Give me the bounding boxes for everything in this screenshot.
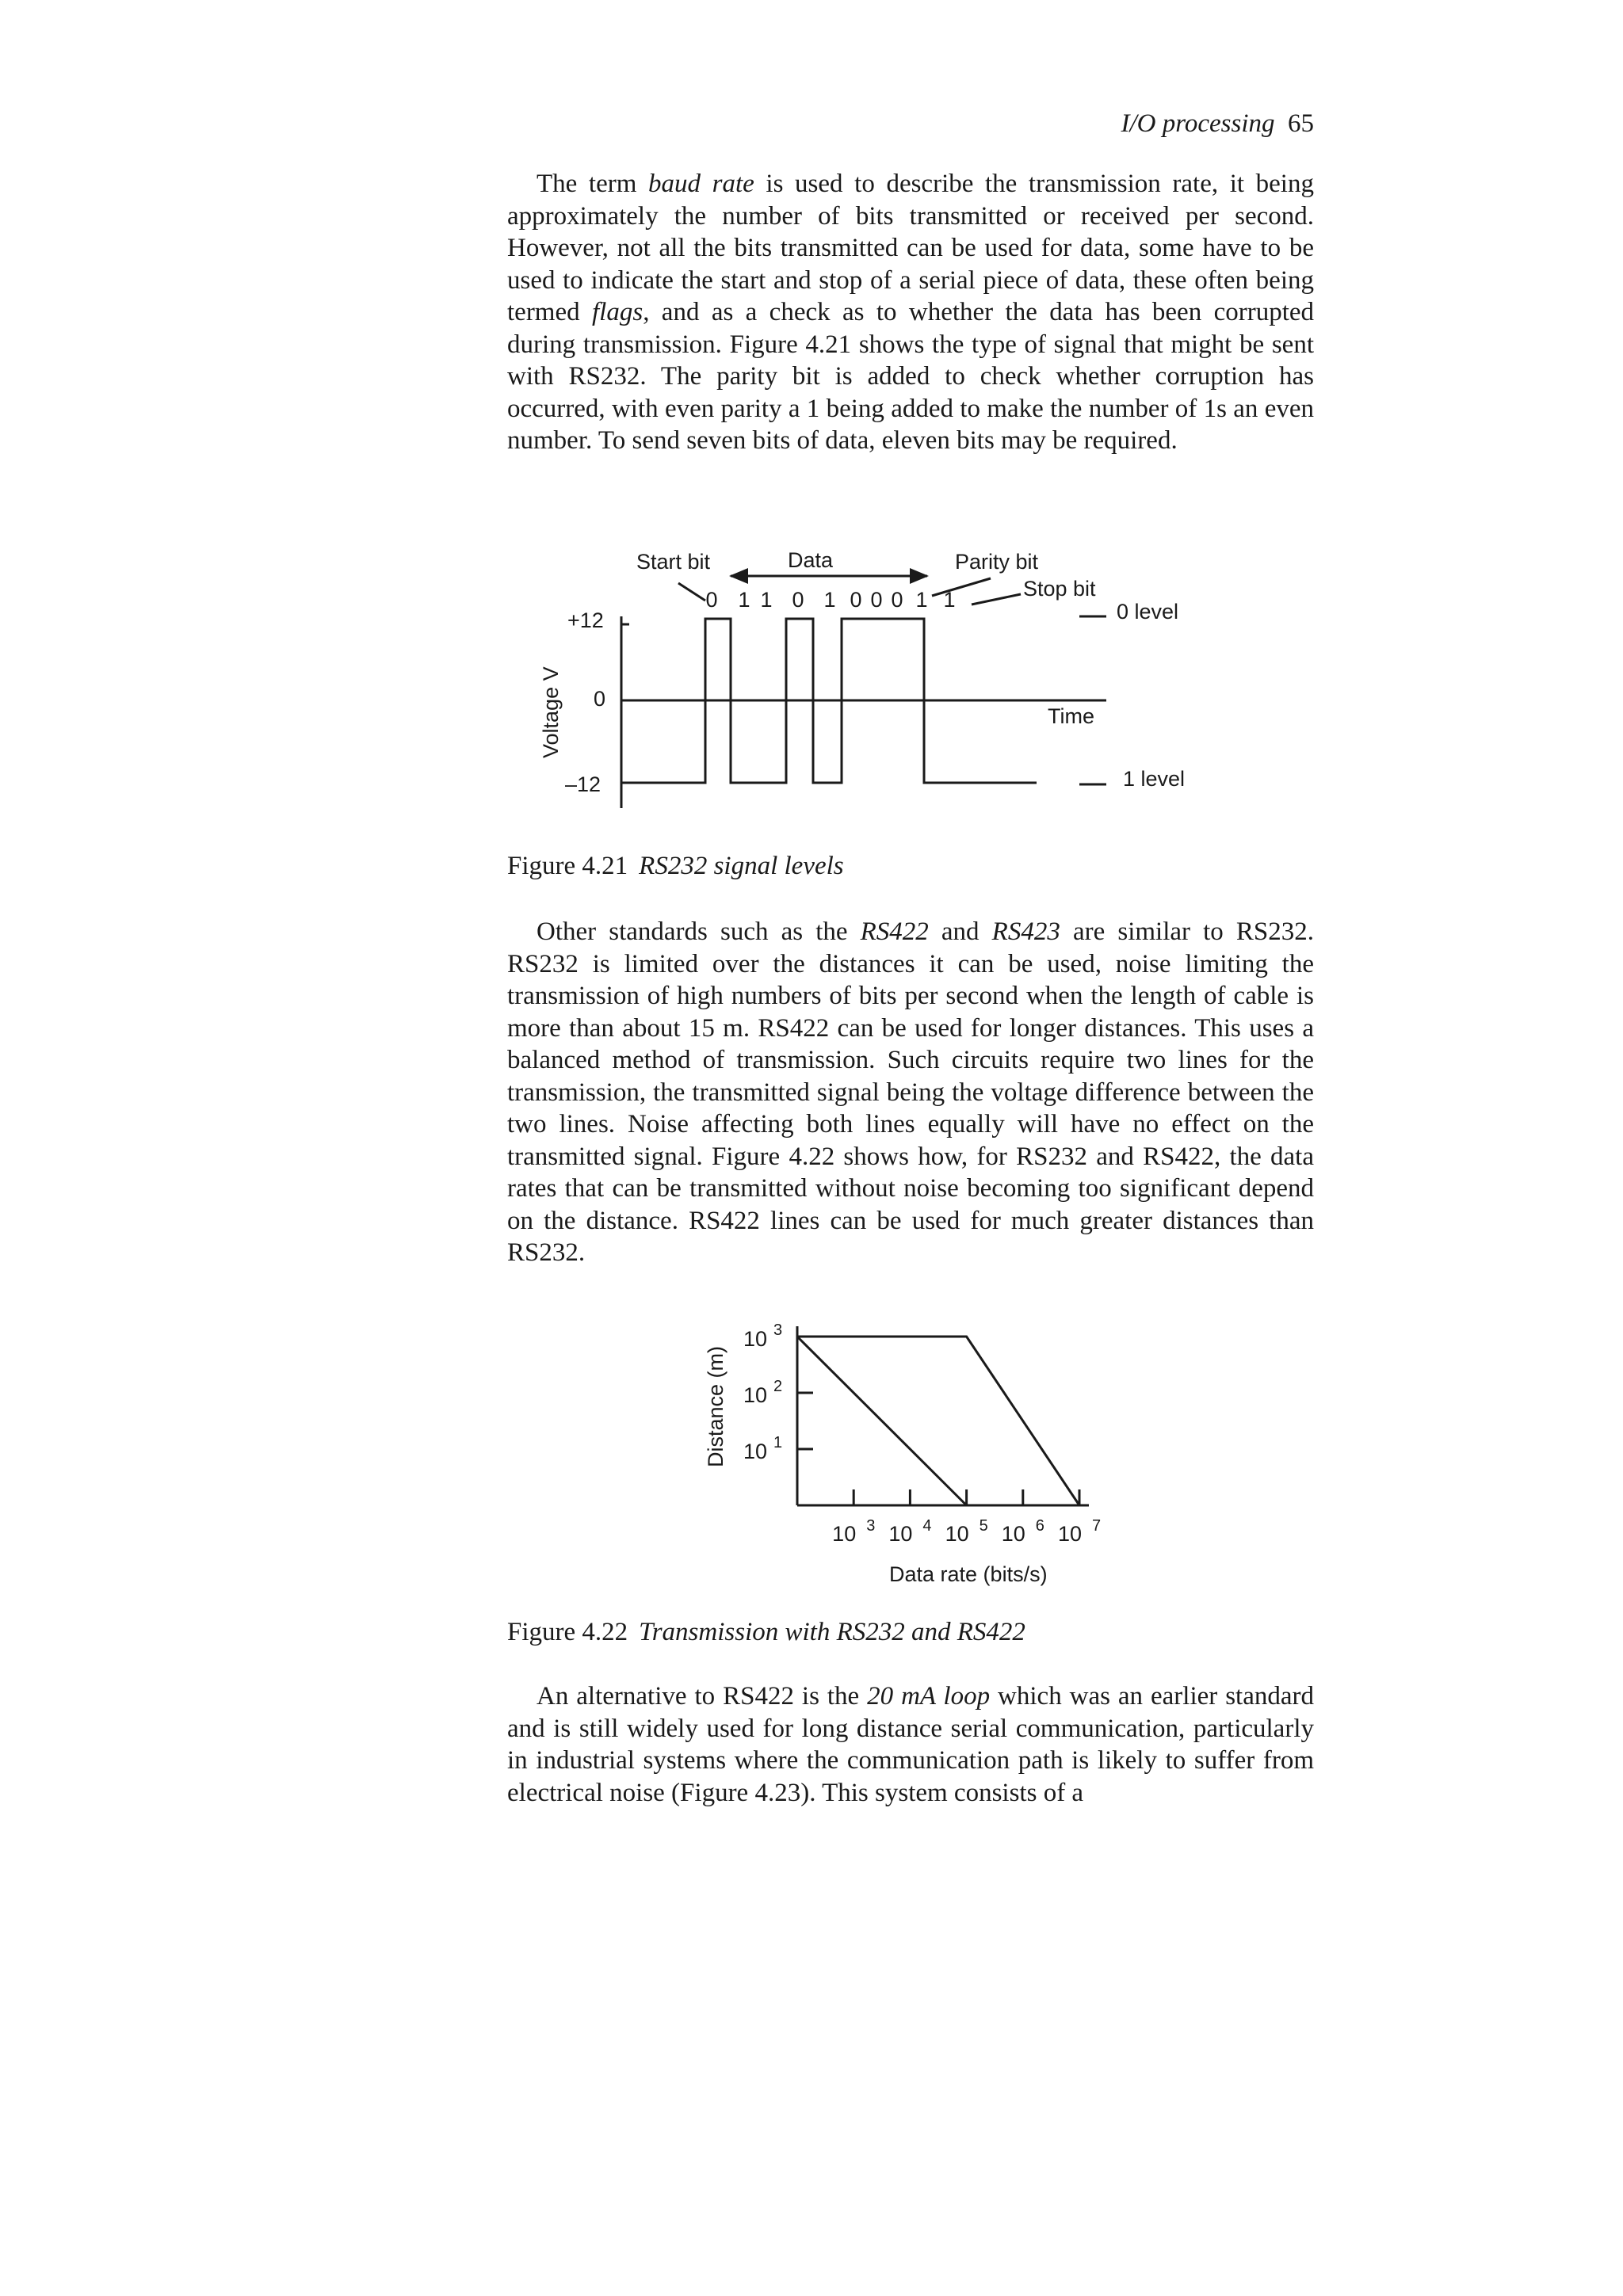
parity-bit-label: Parity bit <box>955 550 1039 574</box>
x-tick-label-6: 10 <box>1001 1522 1025 1546</box>
paragraph-0-run-3: flags <box>592 298 643 326</box>
series-line-rs422 <box>797 1337 1079 1505</box>
paragraph-2-run-2: which was an earlier standard and is still widely used for long distance serial communication, particularly in industrial systems where the communication path is likely to suffer from electrical noise (Figure 4.23). This system consists of a <box>507 1682 1314 1807</box>
plus12-label: +12 <box>567 608 604 632</box>
zero-level-label: 0 level <box>1117 600 1179 624</box>
bit-label-3: 0 <box>792 588 804 612</box>
bit-label-2: 1 <box>760 588 773 612</box>
x-tick-exp-5: 5 <box>979 1517 988 1535</box>
series-line-rs232 <box>797 1337 967 1505</box>
y-tick-exp-3: 3 <box>773 1322 783 1339</box>
voltage-axis-label: Voltage V <box>539 666 563 758</box>
paragraph-1-run-2: and <box>928 917 992 946</box>
paragraph-2-run-1: 20 mA loop <box>867 1682 991 1711</box>
y-tick-label-2: 10 <box>743 1383 767 1407</box>
y-tick-exp-1: 1 <box>773 1434 783 1451</box>
x-tick-label-5: 10 <box>945 1522 969 1546</box>
figure-421-caption <box>507 850 844 882</box>
bit-label-9: 1 <box>943 588 956 612</box>
x-tick-label-4: 10 <box>888 1522 913 1546</box>
figure-421-title: RS232 signal levels <box>639 852 844 880</box>
data-arrow-left-head <box>729 568 748 584</box>
paragraph-0-run-4: , and as a check as to whether the data has been corrupted during transmission. Figure 4.21 shows the type of signal that might be sent with RS232. The parity bit is added to check whether corruption has occurred, with even parity a 1 being added to make the number of 1s an even number. To send seven bits of data, eleven bits may be required. <box>507 298 1315 455</box>
paragraph-1-run-4: are similar to RS232. RS232 is limited over the distances it can be used, noise limiting the transmission of high numbers of bits per second when the length of cable is more than about 15 m. RS422 can be used for longer distances. This uses a balanced method of transmission. Such circuits require two lines for the transmission, the transmitted signal being the voltage difference between the two lines. Noise affecting both lines equally will have no effect on the transmitted signal. Figure 4.22 shows how, for RS232 and RS422, the data rates that can be transmitted without noise becoming too significant depend on the distance. RS422 lines can be used for much greater distances than RS232. <box>507 917 1314 1267</box>
running-title: I/O processing <box>1121 109 1275 138</box>
x-tick-exp-3: 3 <box>866 1517 876 1535</box>
bit-label-6: 0 <box>870 588 883 612</box>
x-tick-exp-6: 6 <box>1035 1517 1044 1535</box>
paragraph-1-run-1: RS422 <box>860 917 929 946</box>
start-bit-label: Start bit <box>636 550 711 574</box>
data-label: Data <box>788 548 834 572</box>
paragraph-1-run-0: Other standards such as the <box>537 917 861 946</box>
minus12-label: –12 <box>565 772 601 796</box>
start-bit-leader <box>678 583 705 601</box>
zero-volt-label: 0 <box>594 687 606 711</box>
paragraph-1-run-3: RS423 <box>991 917 1060 946</box>
time-label: Time <box>1048 704 1094 728</box>
paragraph-2-run-0: An alternative to RS422 is the <box>537 1682 868 1711</box>
bit-label-5: 0 <box>850 588 862 612</box>
page-header <box>507 108 1314 139</box>
page-number: 65 <box>1288 109 1314 138</box>
parity-bit-leader <box>932 578 991 596</box>
y-tick-label-3: 10 <box>743 1327 767 1351</box>
paragraph-0-run-2: is used to describe the transmission rate, it being approximately the number of bits transmitted or received per second. However, not all the bits transmitted can be used for data, some have to be used to indicate the start and stop of a serial piece of data, these often being termed <box>507 170 1314 326</box>
x-tick-label-7: 10 <box>1057 1522 1083 1546</box>
x-tick-exp-7: 7 <box>1092 1517 1102 1535</box>
paragraph-20ma-loop <box>507 1680 1314 1809</box>
bit-label-1: 1 <box>738 588 750 612</box>
paragraph-baud-rate <box>507 168 1314 457</box>
figure-422-caption <box>507 1616 1025 1648</box>
signal-waveform <box>621 619 1037 783</box>
bit-label-0: 0 <box>705 588 718 612</box>
figure-421-number: Figure 4.21 <box>507 852 628 880</box>
paragraph-0-run-1: baud rate <box>648 170 754 198</box>
bit-label-4: 1 <box>823 588 836 612</box>
x-tick-label-3: 10 <box>832 1522 857 1546</box>
bit-label-8: 1 <box>915 588 928 612</box>
y-tick-label-1: 10 <box>743 1440 767 1463</box>
x-tick-exp-4: 4 <box>922 1517 932 1535</box>
stop-bit-leader <box>972 594 1021 605</box>
data-arrow-right-head <box>910 568 929 584</box>
y-tick-exp-2: 2 <box>773 1378 783 1395</box>
chart-xlabel: Data rate (bits/s) <box>889 1562 1048 1586</box>
one-level-label: 1 level <box>1123 767 1186 791</box>
stop-bit-label: Stop bit <box>1023 577 1096 601</box>
paragraph-rs422 <box>507 916 1314 1269</box>
paragraph-0-run-0: The term <box>537 170 649 198</box>
figure-422-title: Transmission with RS232 and RS422 <box>639 1618 1025 1646</box>
figure-422-number: Figure 4.22 <box>507 1618 628 1646</box>
bit-label-7: 0 <box>891 588 903 612</box>
chart-ylabel: Distance (m) <box>704 1345 727 1467</box>
